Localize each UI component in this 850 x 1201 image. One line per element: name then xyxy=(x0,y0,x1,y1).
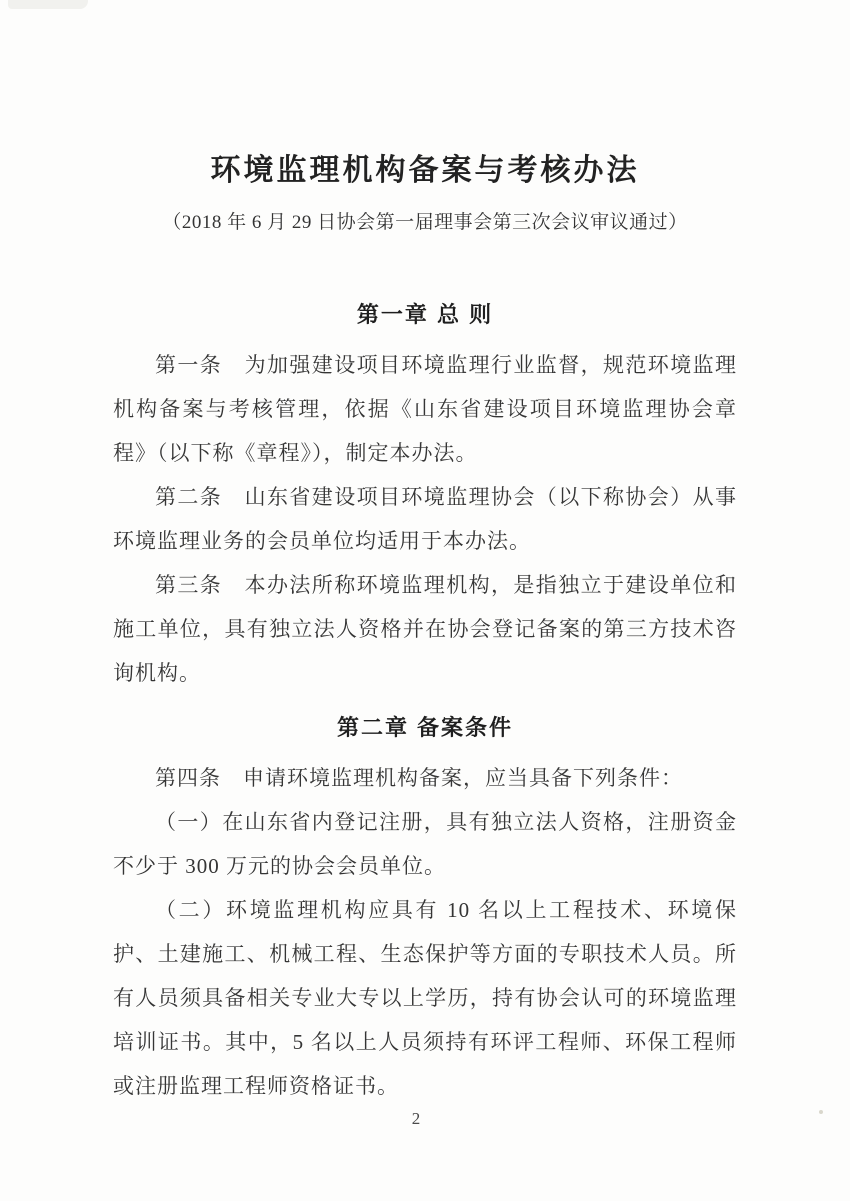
paragraph-item-2: （二）环境监理机构应具有 10 名以上工程技术、环境保护、土建施工、机械工程、生态保护等方面的专职技术人员。所有人员须具备相关专业大专以上学历，持有协会认可的环境监理培训证书。其中，5 名以上人员须持有环评工程师、环保工程师或注册监理工程师资格证书。 xyxy=(113,898,737,1098)
document-subtitle: （2018 年 6 月 29 日协会第一届理事会第三次会议审议通过） xyxy=(162,212,688,233)
paragraph-article-4: 第四条 申请环境监理机构备案，应当具备下列条件： xyxy=(155,766,683,790)
paragraph-item-1: （一）在山东省内登记注册，具有独立法人资格，注册资金不少于 300 万元的协会会员单位。 xyxy=(113,810,737,878)
paragraph-article-3: 第三条 本办法所称环境监理机构，是指独立于建设单位和施工单位，具有独立法人资格并在协会登记备案的第三方技术咨询机构。 xyxy=(113,573,737,685)
paragraph-article-1: 第一条 为加强建设项目环境监理行业监督，规范环境监理机构备案与考核管理，依据《山东省建设项目环境监理协会章程》（以下称《章程》），制定本办法。 xyxy=(113,353,737,465)
document-content xyxy=(0,145,850,1108)
paragraph-article-2: 第二条 山东省建设项目环境监理协会（以下称协会）从事环境监理业务的会员单位均适用于本办法。 xyxy=(113,485,737,553)
page-number: 2 xyxy=(411,1109,421,1128)
document-title: 环境监理机构备案与考核办法 xyxy=(210,154,640,187)
chapter-2-heading: 第二章 备案条件 xyxy=(336,715,514,740)
chapter-1-heading: 第一章 总 则 xyxy=(356,302,494,327)
scan-artifact-corner xyxy=(8,0,88,9)
